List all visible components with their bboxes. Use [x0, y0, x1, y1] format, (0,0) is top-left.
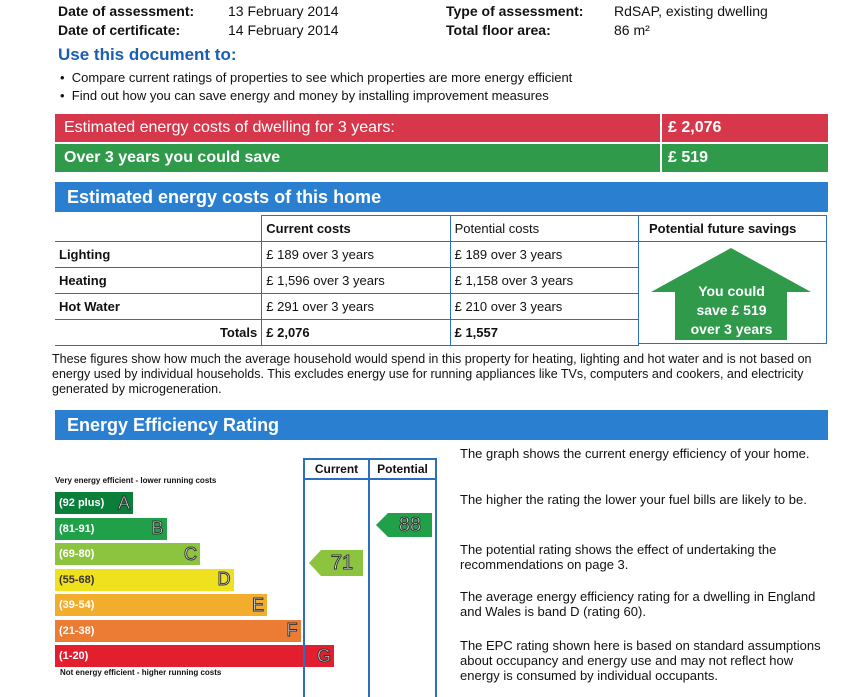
rating-band-b: [55, 518, 167, 540]
save-label: Over 3 years you could save: [64, 149, 281, 166]
totals-row: [55, 320, 639, 346]
rating-band-letter: B: [151, 518, 164, 538]
table-row: [55, 242, 639, 268]
rating-top-note: Very energy efficient - lower running costs: [55, 476, 217, 485]
row-potential: £ 1,158 over 3 years: [450, 268, 638, 294]
date-assessment-value: 13 February 2014: [228, 3, 339, 19]
rating-band-range: (81-91): [59, 522, 95, 535]
rating-band-letter: E: [251, 594, 264, 615]
costs-title: Estimated energy costs of this home: [67, 186, 382, 207]
uses-bullet-1: • Compare current ratings of properties to see which properties are more energy efficient: [60, 70, 573, 85]
totals-label: Totals: [55, 320, 262, 346]
row-current: £ 189 over 3 years: [262, 242, 450, 268]
rating-bottom-note: Not energy efficient - higher running costs: [60, 668, 222, 677]
estimated-costs-bar: [55, 114, 660, 142]
rating-band-range: (39-54): [59, 599, 95, 611]
uses-bullet-2: • Find out how you can save energy and money by installing improvement measures: [60, 88, 549, 103]
table-row: [55, 294, 639, 320]
rating-band-range: (21-38): [59, 624, 95, 637]
row-potential: £ 189 over 3 years: [450, 242, 638, 268]
savings-line3: over 3 years: [690, 321, 773, 337]
rating-column-divider: [368, 460, 370, 697]
type-assessment-value: RdSAP, existing dwelling: [614, 3, 768, 19]
date-certificate-value: 14 February 2014: [228, 22, 339, 38]
costs-empty-header: [55, 216, 262, 242]
rating-band-g: [55, 645, 334, 667]
rating-band-letter: A: [117, 492, 130, 513]
rating-band-letter: F: [286, 620, 298, 640]
rating-band-letter: D: [217, 569, 231, 589]
estimated-costs-value-bar: [662, 114, 828, 142]
date-assessment-label: Date of assessment:: [58, 3, 195, 19]
rating-desc-3: The potential rating shows the effect of undertaking the recommendations on page 3.: [460, 542, 777, 572]
totals-potential: £ 1,557: [450, 320, 638, 346]
rating-title: Energy Efficiency Rating: [67, 414, 280, 435]
savings-line2: save £ 519: [696, 302, 767, 318]
savings-line1: You could: [698, 283, 765, 299]
table-row: [55, 268, 639, 294]
rating-band-c: [55, 543, 200, 565]
rating-col-potential: Potential: [370, 460, 435, 480]
rating-band-range: (55-68): [59, 573, 95, 586]
rating-band-range: (69-80): [59, 548, 95, 560]
floor-area-value: 86 m²: [614, 22, 650, 38]
rating-band-d: [55, 569, 234, 591]
rating-columns: [303, 458, 437, 697]
save-value: £ 519: [668, 149, 709, 166]
rating-desc-1: The graph shows the current energy efficiency of your home.: [460, 446, 810, 461]
current-rating-value: 71: [330, 552, 354, 574]
uses-title: Use this document to:: [58, 45, 237, 64]
floor-area-label: Total floor area:: [446, 22, 551, 38]
row-label: Lighting: [55, 242, 262, 268]
totals-current: £ 2,076: [262, 320, 450, 346]
uses-bullet-1-text: Compare current ratings of properties to see which properties are more energy efficient: [71, 70, 573, 85]
col-potential-header: Potential costs: [450, 216, 638, 242]
savings-arrow-text: [649, 282, 814, 339]
row-current: £ 1,596 over 3 years: [262, 268, 450, 294]
col-current-header: Current costs: [262, 216, 450, 242]
rating-band-range: (92 plus): [59, 497, 105, 509]
row-current: £ 291 over 3 years: [262, 294, 450, 320]
rating-band-letter: G: [316, 645, 331, 666]
costs-note: These figures show how much the average household would spend in this property for heating, lighting and hot water and is not based on energy used by individual households. This excludes energy use for running appliances like TVs, computers and cookers, and electricity generated by microgeneration.: [52, 352, 812, 396]
rating-desc-5: The EPC rating shown here is based on standard assumptions about occupancy and energy use and may not reflect how energy is consumed by individual occupants.: [460, 638, 821, 683]
costs-table: [55, 215, 639, 346]
row-label: Hot Water: [55, 294, 262, 320]
rating-band-e: [55, 594, 267, 616]
save-value-bar: [662, 144, 828, 172]
costs-header-row: [55, 216, 639, 242]
rating-band-range: (1-20): [59, 650, 89, 662]
estimated-costs-label: Estimated energy costs of dwelling for 3 years:: [64, 119, 395, 136]
row-potential: £ 210 over 3 years: [450, 294, 638, 320]
rating-band-f: [55, 620, 301, 642]
rating-desc-2: The higher the rating the lower your fuel bills are likely to be.: [460, 492, 807, 507]
estimated-costs-value: £ 2,076: [668, 119, 722, 136]
rating-title-band: [55, 410, 828, 440]
date-certificate-label: Date of certificate:: [58, 22, 181, 38]
rating-col-current: Current: [305, 460, 368, 480]
rating-band-a: [55, 492, 133, 514]
costs-title-band: [55, 182, 828, 212]
row-label: Heating: [55, 268, 262, 294]
rating-band-letter: C: [184, 543, 197, 564]
potential-rating-value: 88: [398, 514, 422, 536]
type-assessment-label: Type of assessment:: [446, 3, 584, 19]
save-bar: [55, 144, 660, 172]
col-savings-header: Potential future savings: [639, 216, 826, 242]
uses-bullet-2-text: Find out how you can save energy and money by installing improvement measures: [71, 88, 549, 103]
savings-box: [639, 215, 827, 344]
rating-desc-4: The average energy efficiency rating for a dwelling in England and Wales is band D (rating 60).: [460, 589, 816, 619]
